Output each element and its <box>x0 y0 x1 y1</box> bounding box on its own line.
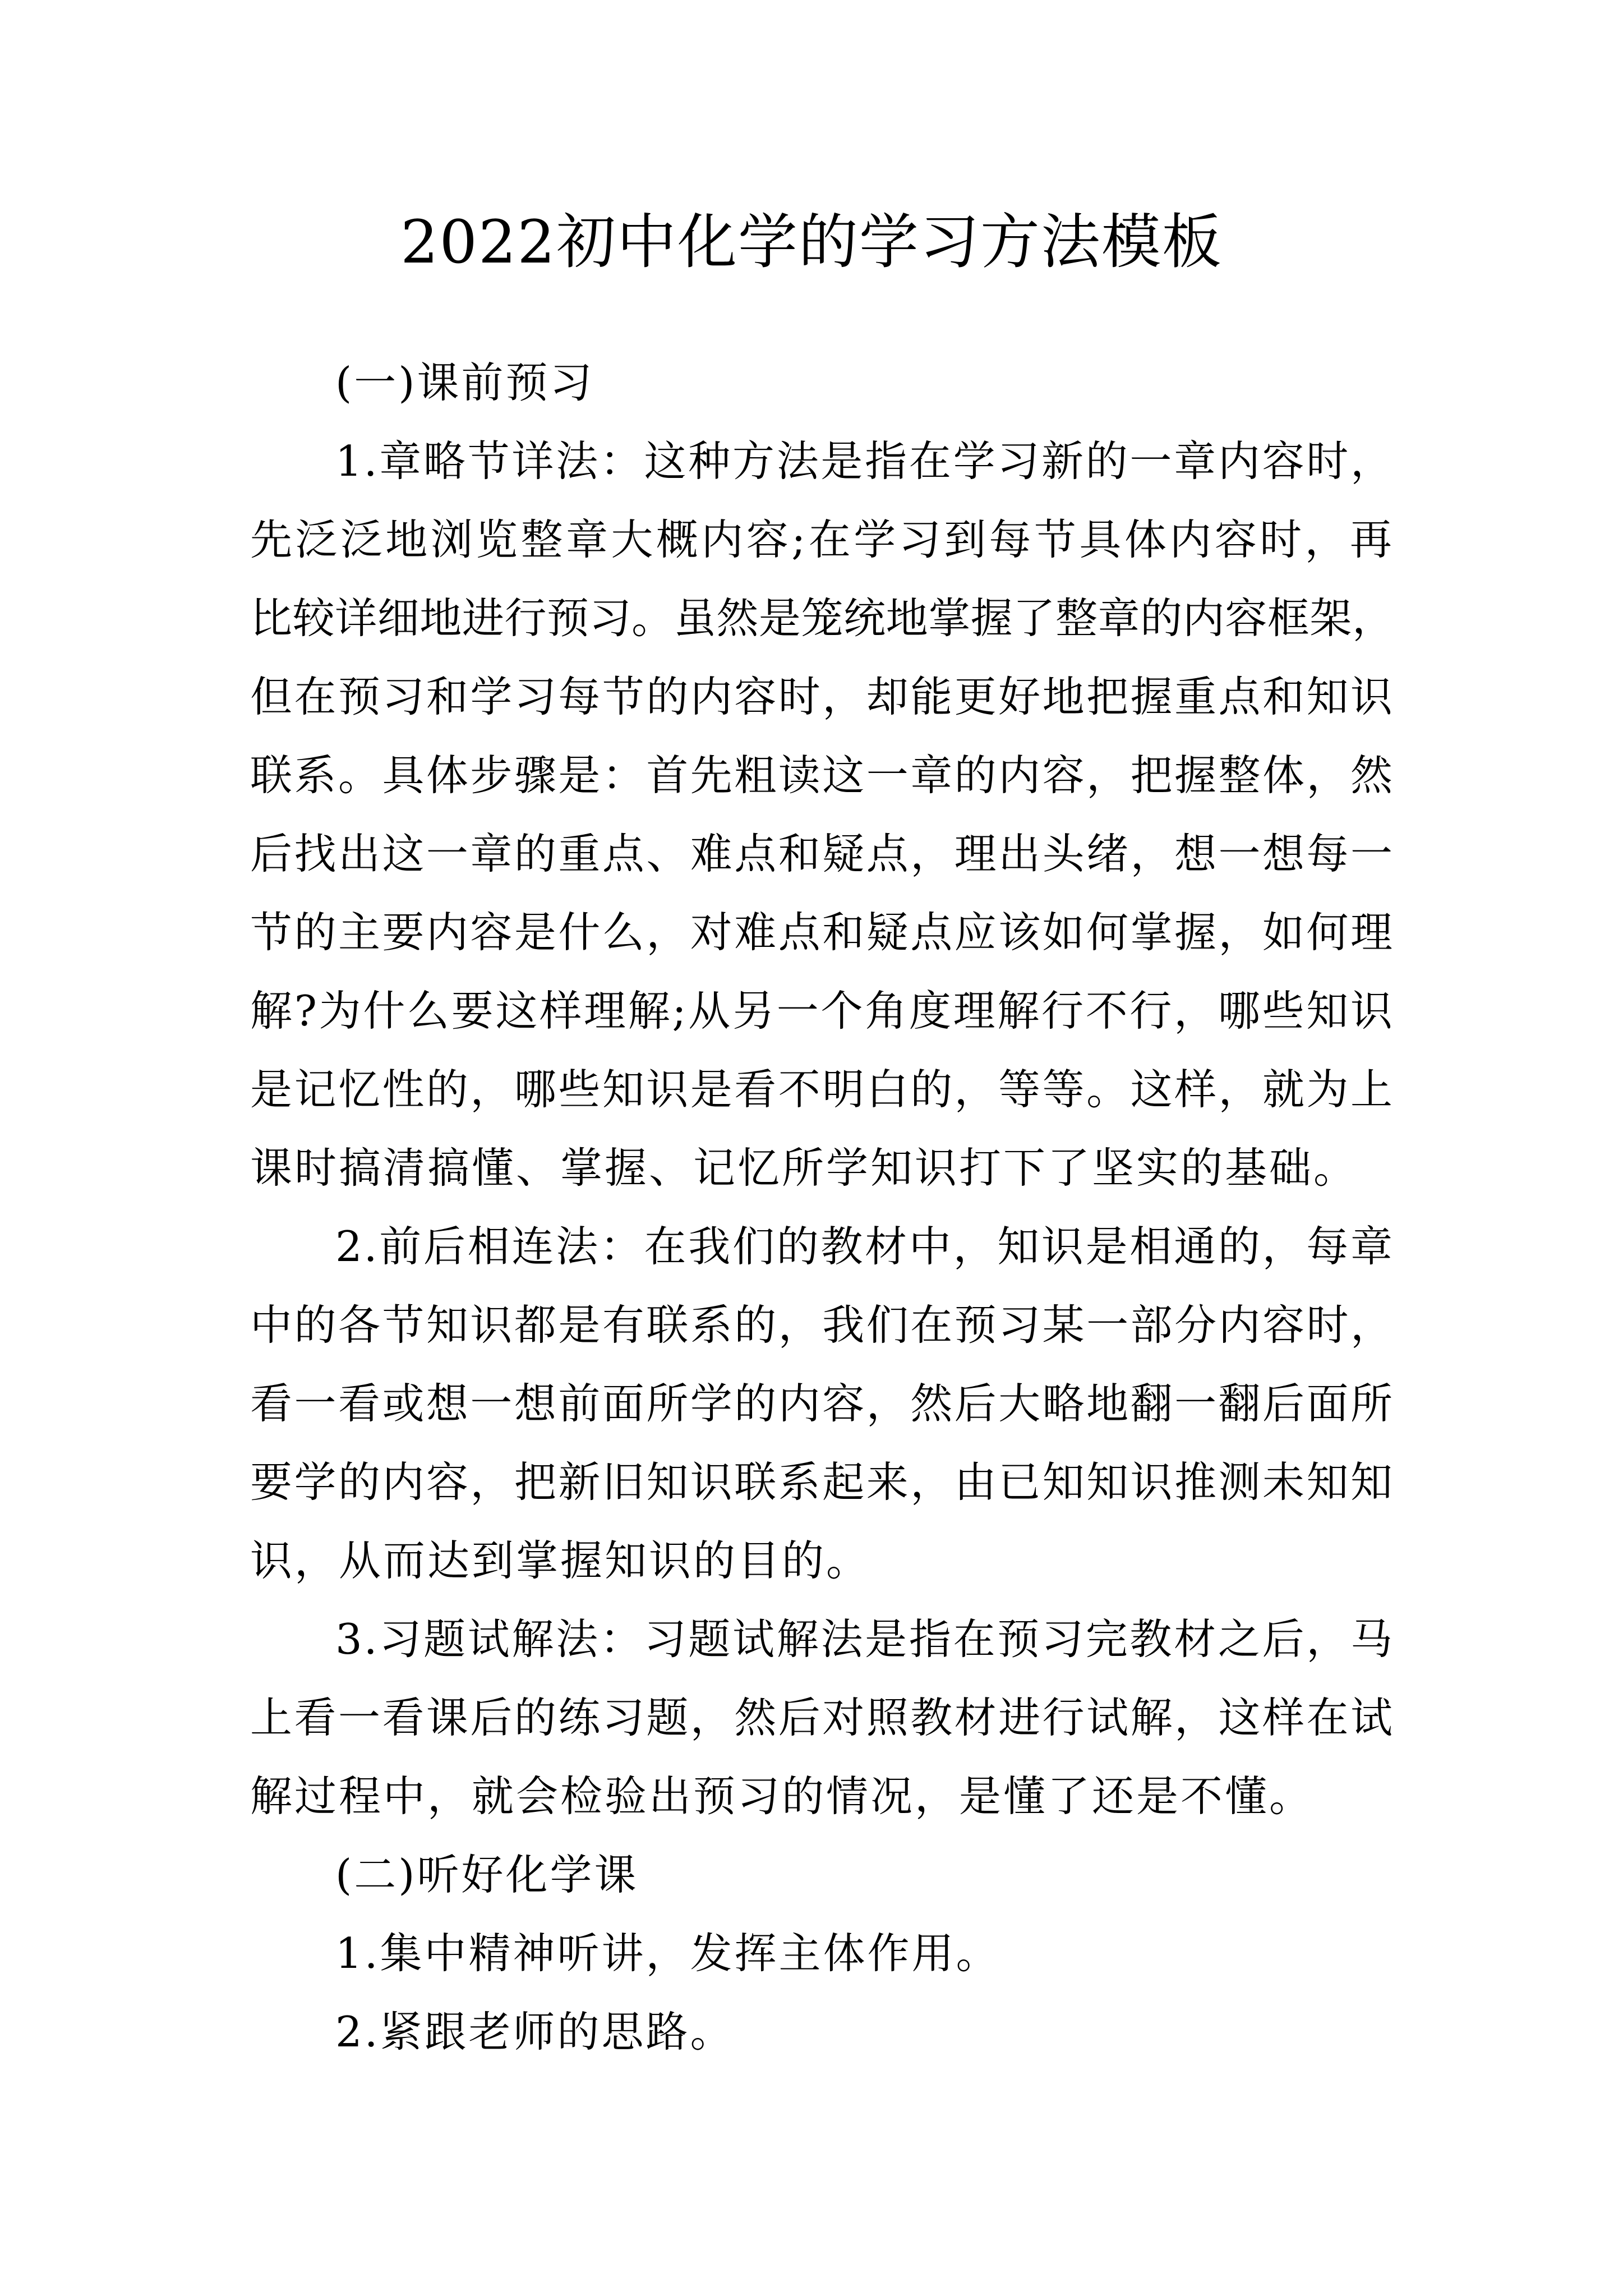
paragraph-line: 比较详细地进行预习。虽然是笼统地掌握了整章的内容框架， <box>250 593 1394 643</box>
paragraph-line: 先泛泛地浏览整章大概内容;在学习到每节具体内容时，再 <box>250 515 1394 564</box>
paragraph-line: 解?为什么要这样理解;从另一个角度理解行不行，哪些知识 <box>250 986 1394 1036</box>
paragraph-line: 联系。具体步骤是：首先粗读这一章的内容，把握整体，然 <box>250 751 1394 800</box>
paragraph-line: 是记忆性的，哪些知识是看不明白的，等等。这样，就为上 <box>250 1065 1394 1114</box>
paragraph-line: 课时搞清搞懂、掌握、记忆所学知识打下了坚实的基础。 <box>250 1143 1358 1193</box>
paragraph-connect-method <box>250 1207 1394 1600</box>
paragraph-chapter-method <box>250 422 1394 1207</box>
paragraph-line: 3.习题试解法：习题试解法是指在预习完教材之后，马 <box>335 1614 1394 1664</box>
section-heading: (二)听好化学课 <box>335 1850 639 1899</box>
paragraph-line: 上看一看课后的练习题，然后对照教材进行试解，这样在试 <box>250 1693 1394 1742</box>
paragraph-exercise-method <box>250 1600 1394 1835</box>
paragraph-line: 中的各节知识都是有联系的，我们在预习某一部分内容时， <box>250 1300 1394 1350</box>
paragraph-line: 看一看或想一想前面所学的内容，然后大略地翻一翻后面所 <box>250 1379 1394 1428</box>
paragraph-line: 1.章略节详法：这种方法是指在学习新的一章内容时， <box>335 436 1394 486</box>
section-heading: (一)课前预习 <box>335 358 594 407</box>
paragraph-line: 识，从而达到掌握知识的目的。 <box>250 1536 871 1585</box>
document-body <box>250 343 1394 2071</box>
list-item: 1.集中精神听讲，发挥主体作用。 <box>335 1929 1000 1978</box>
paragraph-line: 要学的内容，把新旧知识联系起来，由已知知识推测未知知 <box>250 1457 1394 1507</box>
paragraph-line: 后找出这一章的重点、难点和疑点，理出头绪，想一想每一 <box>250 829 1394 878</box>
list-item: 2.紧跟老师的思路。 <box>335 2007 735 2056</box>
paragraph-line: 节的主要内容是什么，对难点和疑点应该如何掌握，如何理 <box>250 908 1394 957</box>
paragraph-line: 但在预习和学习每节的内容时，却能更好地把握重点和知识 <box>250 672 1394 721</box>
paragraph-line: 解过程中，就会检验出预习的情况，是懂了还是不懂。 <box>250 1772 1314 1821</box>
paragraph-line: 2.前后相连法：在我们的教材中，知识是相通的，每章 <box>335 1222 1394 1271</box>
document-title: 2022初中化学的学习方法模板 <box>400 208 1223 277</box>
